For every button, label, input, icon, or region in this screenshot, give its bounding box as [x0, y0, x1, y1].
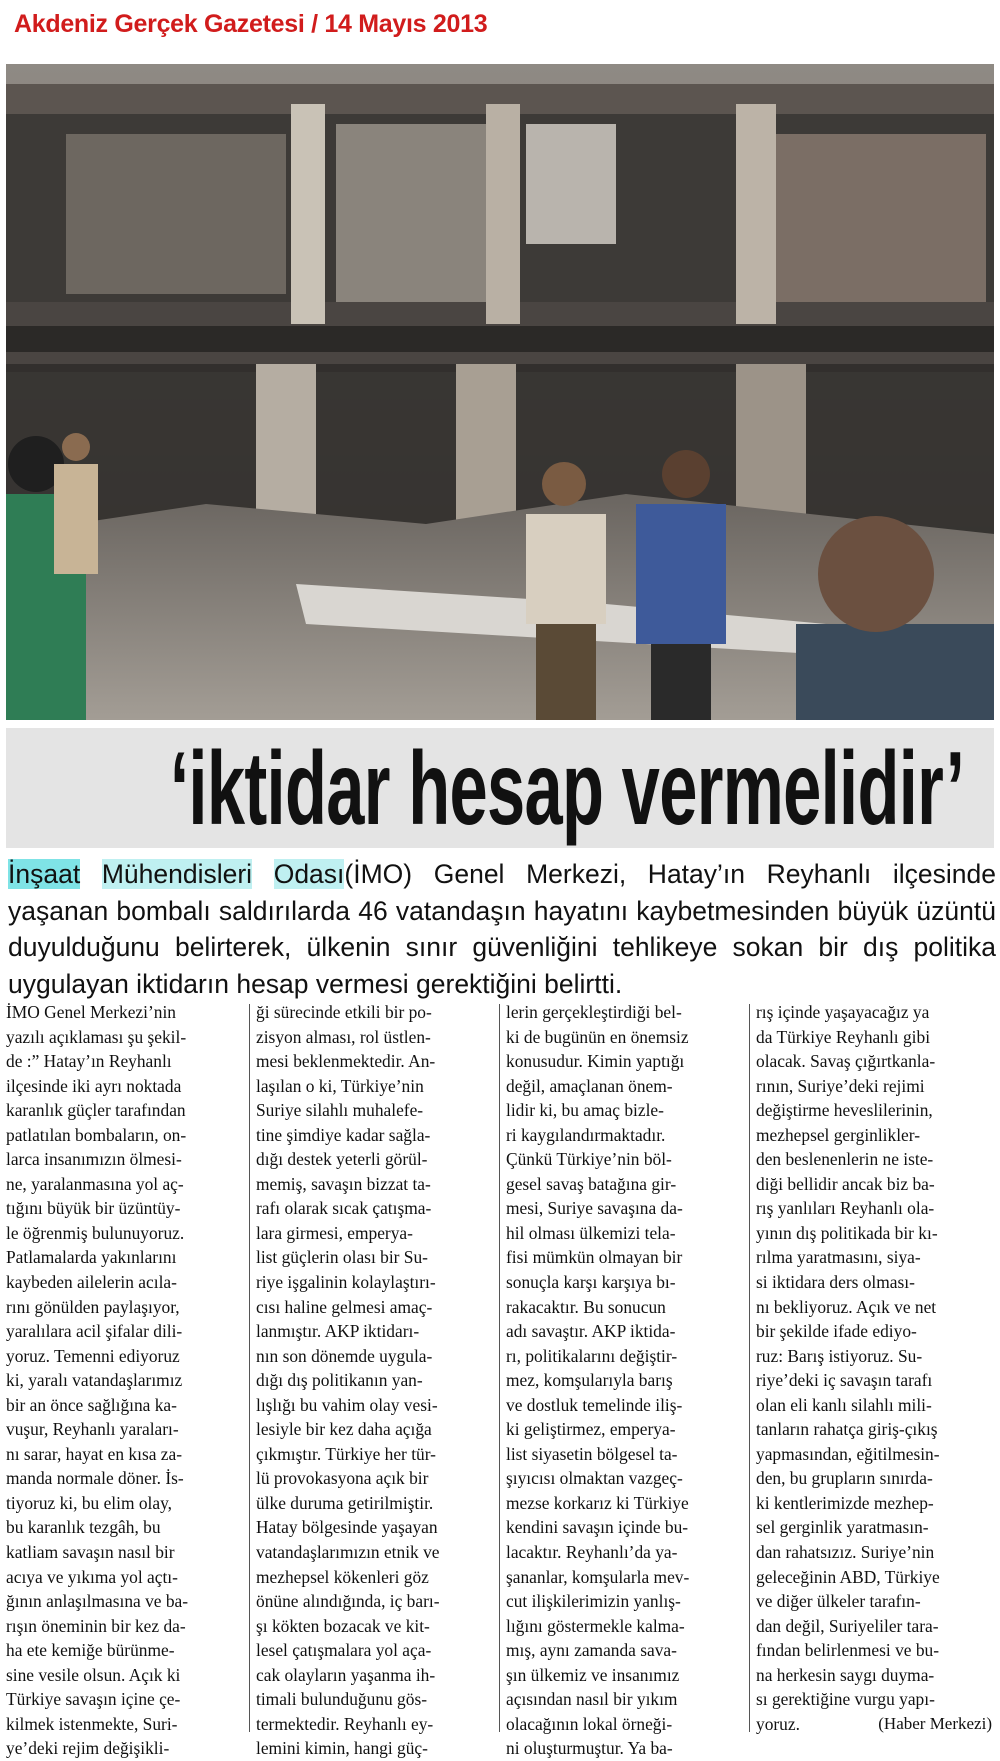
lead-highlight: Mühendisleri	[101, 859, 253, 889]
article-column-4: rış içinde yaşayacağız ya da Türkiye Reyhanlı gibi olacak. Savaş çığırtkanla- rının, Suriye’deki rejimi değiştirme heveslilerinin, mezhepsel gerginlikler- den beslenenlerin ne iste- diği bellidir ancak biz ba- rış yanlıları Reyhanlı ola- yının dış politikada bir kı- rılma yaratmasını, siya- si iktidara ders olması- nı bekliyoruz. Açık ve net bir şekilde ifade ediyo- ruz: Barış istiyoruz. Su- riye’deki iç savaşın tarafı olan eli kanlı silahlı mili- tanların rahatça giriş-çıkış yapmasından, eğitilmesin- den, bu grupların sınırda- ki kentlerimizde mezhep- sel gerginlik yaratmasın- dan rahatsızız. Suriye’nin geleceğinin ABD, Türkiye ve diğer ülkeler tarafın- dan değil, Suriyeliler tara- fından belirlenmesi ve bu- na herkesin saygı duyma- sı gerektiğine vurgu yapı- yoruz.	[756, 1002, 940, 1734]
article-column-2: ği sürecinde etkili bir po- zisyon alması, rol üstlen- mesi beklenmektedir. An- laşılan o ki, Türkiye’nin Suriye silahlı muhalefe- tine şimdiye kadar sağla- dığı destek yeterli görül- memiş, savaşın bizzat ta- rafı olarak sıcak çatışma- lara girmesi, emperya- list güçlerin olası bir Su- riye işgalinin kolaylaştırı- cısı haline gelmesi amaç- lanmıştır. AKP iktidarı- nın son dönemde uygula- dığı dış politikanın yan- lışlığı bu vahim olay vesi- lesiyle bir kez daha açığa çıkmıştır. Türkiye her tür- lü provokasyona açık bir ülke duruma getirilmiştir. Hatay bölgesinde yaşayan vatandaşlarımızın etnik ve mezhepsel kökenleri göz önüne alındığında, iç barı- şı kökten bozacak ve kit- lesel çatışmalara yol aça- cak olayların yaşanma ih- timali bulunduğunu gös- termektedir. Reyhanlı ey- lemini kimin, hangi güç-	[256, 1002, 440, 1759]
headline: ‘iktidar hesap vermelidir’	[170, 731, 965, 847]
article-columns	[6, 1000, 994, 1759]
lead-highlight: Odası	[273, 859, 345, 889]
article-column-1: İMO Genel Merkezi’nin yazılı açıklaması şu şekil- de :” Hatay’ın Reyhanlı ilçesinde iki ayrı noktada karanlık güçler tarafından patlatılan bombaların, on- larca insanımızın ölmesi- ne, yaralanmasına yol aç- tığını büyük bir üzüntüy- le öğrenmiş bulunuyoruz. Patlamalarda yakınlarını kaybeden ailelerin acıla- rını gönülden paylaşıyor, yaralılara acil şifalar dili- yoruz. Temenni ediyoruz ki, yaralı vatandaşlarımız bir an önce sağlığına ka- vuşur, Reyhanlı yaraları- nı sarar, hayat en kısa za- manda normale döner. İs- tiyoruz ki, bu elim olay, bu karanlık tezgâh, bu katliam savaşın nasıl bir acıya ve yıkıma yol açtı- ğının anlaşılmasına ve ba- rışın öneminin bir kez da- ha ete kemiğe bürünme- sine vesile olsun. Açık ki Türkiye savaşın içine çe- kilmek istenmekte, Suri- ye’deki rejim değişikli-	[6, 1002, 189, 1759]
column-divider	[749, 1004, 750, 1732]
news-photo	[6, 64, 994, 720]
byline: (Haber Merkezi)	[878, 1714, 992, 1733]
lead-highlight: İnşaat	[8, 859, 81, 889]
photo-icon	[6, 64, 994, 720]
masthead: Akdeniz Gerçek Gazetesi / 14 Mayıs 2013	[14, 10, 488, 38]
column-divider	[499, 1004, 500, 1732]
column-divider	[249, 1004, 250, 1732]
lead-paragraph	[8, 856, 996, 1002]
lead-text: (İMO) Genel Merkezi, Hatay’ın Reyhanlı ilçesinde yaşanan bombalı saldırılarda 46 vatandaşın hayatını kaybetmesinden büyük üzüntü duyulduğunu belirterek, ülkenin sınır güvenliğini tehlikeye sokan bir dış politika uygulayan iktidarın hesap vermesi gerektiğini belirtti.	[8, 859, 996, 999]
article-column-3: lerin gerçekleştirdiği bel- ki de bugünün en önemsiz konusudur. Kimin yaptığı değil, amaçlanan önem- lidir ki, bu amaç bizle- ri kaygılandırmaktadır. Çünkü Türkiye’nin böl- gesel savaş batağına gir- mesi, Suriye savaşına da- hil olması ülkemizi tela- fisi mümkün olmayan bir sonuçla karşı karşıya bı- rakacaktır. Bu sonucun adı savaştır. AKP iktida- rı, politikalarını değiştir- mez, komşularıyla barış ve dostluk temelinde iliş- ki geliştirmez, emperya- list siyasetin bölgesel ta- şıyıcısı olmaktan vazgeç- mezse korkarız ki Türkiye kendini savaşın içinde bu- lacaktır. Reyhanlı’da ya- şananlar, komşularla mev- cut ilişkilerimizin yanlış- lığını göstermekle kalma- mış, aynı zamanda sava- şın ülkemiz ve insanımız açısından nasıl bir yıkım olacağının lokal örneği- ni oluşturmuştur. Ya ba-	[506, 1002, 690, 1759]
